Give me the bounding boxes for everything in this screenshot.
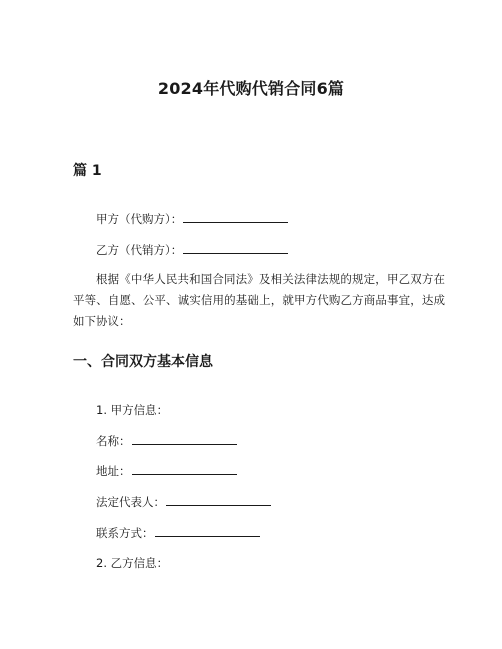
name-label: 名称： — [96, 434, 131, 448]
intro-paragraph: 根据《中华人民共和国合同法》及相关法律法规的规定，甲乙双方在平等、自愿、公平、诚实信用的基础上，就甲方代购乙方商品事宜，达成如下协议： — [73, 272, 445, 328]
address-blank — [132, 462, 237, 475]
legal-rep-line — [96, 493, 271, 510]
party-b-line — [96, 241, 288, 258]
item-1-label: 1. 甲方信息： — [96, 403, 169, 417]
legal-rep-blank — [166, 493, 271, 506]
contact-line — [96, 524, 260, 541]
address-label: 地址： — [96, 464, 131, 478]
item-2-label: 2. 乙方信息： — [96, 556, 169, 570]
party-a-line — [96, 210, 288, 227]
party-b-blank — [183, 241, 288, 254]
address-line — [96, 462, 237, 479]
section-heading: 篇 1 — [73, 163, 102, 179]
document-title: 2024年代购代销合同6篇 — [157, 79, 345, 98]
legal-rep-label: 法定代表人： — [96, 495, 165, 509]
party-a-label: 甲方（代购方）： — [96, 212, 183, 226]
party-b-label: 乙方（代销方）： — [96, 243, 183, 257]
contact-blank — [155, 524, 260, 537]
contact-label: 联系方式： — [96, 526, 154, 540]
name-line — [96, 432, 237, 449]
name-blank — [132, 432, 237, 445]
party-a-blank — [183, 210, 288, 223]
article-heading: 一、合同双方基本信息 — [73, 354, 213, 370]
